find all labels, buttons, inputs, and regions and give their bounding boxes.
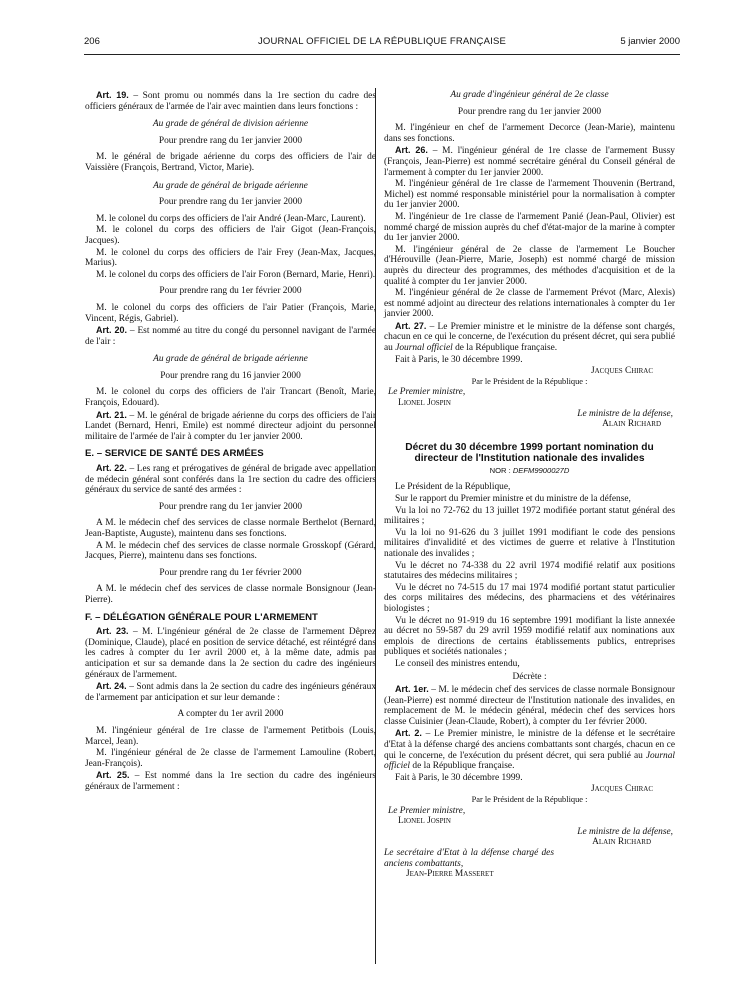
- article-text: de la République française.: [452, 343, 558, 354]
- article-text: – M. le général de brigade aérienne du corps des officiers de l'air Landet (Bernard, Henri, Emile) est nommé directeur adjoint du personnel militaire de l'armée de l'air à compter du 1er janvier 2000.: [85, 410, 376, 442]
- article-label: Art. 25.: [96, 770, 130, 781]
- signature-secretary-name: Jean-Pierre Masseret: [406, 869, 494, 880]
- article-text: de la République française.: [410, 761, 515, 772]
- appointment-paragraph: M. le colonel du corps des officiers de l'air Trancart (Benoît, Marie, François, Edouard).: [85, 387, 376, 409]
- article-label: Art. 26.: [395, 145, 428, 156]
- appointment-paragraph: M. l'ingénieur de 1re classe de l'armement Panié (Jean-Paul, Olivier) est nommé chargé de mission auprès du chef d'état-major de la marine à compter du 1er janvier 2000.: [384, 211, 675, 244]
- appointment-paragraph: M. le colonel du corps des officiers de l'air Patier (François, Marie, Vincent, Régis, Gabriel).: [85, 302, 376, 324]
- signing-place-date: Fait à Paris, le 30 décembre 1999.: [395, 772, 523, 783]
- appointment-paragraph: M. le colonel du corps des officiers de l'air André (Jean-Marc, Laurent).: [96, 213, 366, 224]
- rank-date: Pour prendre rang du 1er janvier 2000: [158, 501, 303, 512]
- decree-nor: [384, 466, 675, 477]
- article-text: – Les rang et prérogatives de général de brigade avec appellation de médecin général sont conférés dans la 1re section du cadre des officiers généraux du service de santé des armées :: [85, 464, 377, 496]
- visa-paragraph: Vu le décret no 91-919 du 16 septembre 1991 modifiant la liste annexée au décret no 59-587 du 29 avril 1959 modifié relatif aux nominations aux emplois de directions de certains établissements publics, entreprises publiques et sociétés nationales ;: [384, 615, 675, 658]
- decrete-heading: Décrète :: [512, 671, 547, 682]
- article-label: Art. 27.: [395, 320, 427, 331]
- article-text: – Est nommé au titre du congé du personnel navigant de l'armée de l'air :: [85, 326, 376, 347]
- article-20: [85, 325, 376, 347]
- visa-paragraph: Le Président de la République,: [395, 482, 511, 493]
- rank-date: Pour prendre rang du 16 janvier 2000: [160, 370, 301, 381]
- article-text: – Sont admis dans la 2e section du cadre des ingénieurs généraux de l'armement par anticipation et sur leur demande :: [85, 682, 377, 703]
- article-text: – Sont promu ou nommés dans la 1re section du cadre des officiers généraux de l'armée de l'air avec maintien dans leurs fonctions :: [85, 91, 376, 112]
- appointment-paragraph: M. le colonel du corps des officiers de l'air Frey (Jean-Max, Jacques, Marius).: [85, 247, 376, 269]
- signature-minister-title: Le ministre de la défense,: [577, 408, 673, 419]
- grade-heading: Au grade de général de brigade aérienne: [153, 180, 308, 191]
- signing-place-date: Fait à Paris, le 30 décembre 1999.: [395, 354, 523, 365]
- article-label: Art. 2.: [395, 728, 422, 739]
- article-1: [384, 684, 675, 727]
- section-heading-f: F. – DÉLÉGATION GÉNÉRALE POUR L'ARMEMENT: [85, 611, 318, 623]
- appointment-paragraph: M. le colonel du corps des officiers de l'air Gigot (Jean-François, Jacques).: [85, 225, 376, 246]
- visa-paragraph: Vu le décret no 74-515 du 17 mai 1974 modifié portant statut particulier des corps militaires des médecins, des pharmaciens et des vétérinaires biologistes ;: [384, 582, 675, 614]
- signature-pm-name: Lionel Jospin: [398, 398, 451, 409]
- journal-title: JOURNAL OFFICIEL DE LA RÉPUBLIQUE FRANÇAISE: [257, 36, 507, 47]
- left-column: [85, 90, 376, 793]
- signature-pm-name: Lionel Jospin: [398, 816, 451, 827]
- article-23: [85, 626, 376, 680]
- grade-heading: Au grade de général de division aérienne: [152, 119, 309, 130]
- signature-minister-title: Le ministre de la défense,: [577, 826, 673, 837]
- header-rule: [84, 54, 680, 55]
- rank-date: Pour prendre rang du 1er janvier 2000: [158, 197, 303, 208]
- visa-paragraph: Le conseil des ministres entendu,: [395, 658, 520, 669]
- article-label: Art. 19.: [96, 90, 129, 100]
- visa-paragraph: Vu la loi no 91-626 du 3 juillet 1991 modifiant le code des pensions militaires d'invalidité et des victimes de guerre et relative à l'Institution nationale des invalides ;: [384, 527, 675, 559]
- grade-heading: Au grade de général de brigade aérienne: [153, 354, 308, 365]
- article-label: Art. 1er.: [395, 684, 429, 695]
- signature-minister-name: Alain Richard: [592, 837, 651, 848]
- article-label: Art. 20.: [96, 325, 128, 336]
- appointment-paragraph: M. l'ingénieur général de 2e classe de l'armement Le Boucher d'Hérouville (Jean-Pierre, Marie, Joseph) est nommé chargé de mission auprès du directeur des programmes, des méthodes d'acquisition et de la qualité à compter du 1er janvier 2000.: [384, 244, 675, 287]
- right-column: [384, 90, 675, 880]
- appointment-paragraph: A M. le médecin chef des services de classe normale Grosskopf (Gérard, Jacques, Pierre), maintenu dans ses fonctions.: [85, 540, 376, 562]
- article-label: Art. 23.: [96, 626, 129, 637]
- visa-paragraph: Vu la loi no 72-762 du 13 juillet 1972 modifiée portant statut général des militaires ;: [384, 505, 675, 527]
- article-27: [384, 321, 675, 354]
- signature-minister-name: Alain Richard: [602, 419, 661, 430]
- grade-heading: Au grade d'ingénieur général de 2e classe: [450, 90, 609, 100]
- decree-title: Décret du 30 décembre 1999 portant nomination du directeur de l'Institution nationale des invalides: [405, 441, 654, 465]
- article-24: [85, 681, 376, 703]
- rank-date: Pour prendre rang du 1er janvier 2000: [158, 135, 303, 146]
- signature-pm-title: Le Premier ministre,: [388, 805, 466, 816]
- nor-code: DEFM9900027D: [512, 465, 570, 475]
- page-number: 206: [84, 36, 100, 47]
- rank-date: Pour prendre rang du 1er février 2000: [159, 567, 302, 578]
- article-19: [85, 90, 376, 112]
- article-text: – Le Premier ministre, le ministre de la défense et le secrétaire d'Etat à la défense chargé des anciens combattants sont chargés, chacun en ce qui le concerne, de l'exécution du présent décret, qui sera publié au: [384, 729, 675, 761]
- article-text: – Est nommé dans la 1re section du cadre des ingénieurs généraux de l'armement :: [85, 771, 376, 792]
- signature-president: Jacques Chirac: [590, 366, 653, 377]
- journal-reference: Journal officiel: [384, 750, 675, 772]
- rank-date: Pour prendre rang du 1er janvier 2000: [457, 106, 602, 117]
- article-text: – M. l'ingénieur général de 1re classe de l'armement Bussy (François, Jean-Pierre) est nommé secrétaire général du Conseil général de l'armement à compter du 1er janvier 2000.: [384, 146, 675, 178]
- appointment-paragraph: M. l'ingénieur en chef de l'armement Decorce (Jean-Marie), maintenu dans ses fonctions.: [384, 123, 675, 144]
- signature-intro: Par le Président de la République :: [471, 795, 588, 805]
- article-text: – M. le médecin chef des services de classe normale Bonsignour (Jean-Pierre) est nommé directeur de l'Institution nationale des invalides, en remplacement de M. le médecin général, médecin chef des services hors classe Cuisinier (Jean-Claude, Robert), à compter du 1er février 2000.: [384, 685, 675, 727]
- article-text: – Le Premier ministre et le ministre de la défense sont chargés, chacun en ce qui le concerne, de l'exécution du présent décret, qui sera publié au: [384, 321, 675, 354]
- appointment-paragraph: M. l'ingénieur général de 1re classe de l'armement Thouvenin (Bertrand, Michel) est nommé responsable ministériel pour la normalisation à compter du 1er janvier 2000.: [384, 179, 675, 211]
- rank-date: Pour prendre rang du 1er février 2000: [159, 286, 302, 297]
- article-text: – M. L'ingénieur général de 2e classe de l'armement Dêprez (Dominique, Claude), placé en position de service détaché, est réintégré dans les cadres à compter du 1er avril 2000 et, à la même date, admis par anticipation et sur sa demande dans la 2e section du cadre des ingénieurs généraux de l'armement.: [85, 627, 376, 680]
- page-header: [84, 36, 680, 50]
- rank-date: A compter du 1er avril 2000: [177, 709, 284, 720]
- article-label: Art. 22.: [96, 463, 127, 474]
- issue-date: 5 janvier 2000: [620, 36, 680, 47]
- nor-label: NOR :: [489, 465, 513, 475]
- article-2: [384, 728, 675, 771]
- article-25: [85, 770, 376, 792]
- visa-paragraph: Sur le rapport du Premier ministre et du ministre de la défense,: [395, 494, 631, 504]
- signature-pm-title: Le Premier ministre,: [388, 387, 466, 398]
- appointment-paragraph: M. l'ingénieur général de 2e classe de l'armement Lamouline (Robert, Jean-François).: [85, 748, 376, 769]
- signature-secretary-title: Le secrétaire d'Etat à la défense chargé des anciens combattants,: [384, 848, 554, 869]
- appointment-paragraph: A M. le médecin chef des services de classe normale Berthelot (Bernard, Jean-Baptiste, Auguste), maintenu dans ses fonctions.: [85, 518, 376, 539]
- signature-intro: Par le Président de la République :: [471, 376, 588, 386]
- section-heading-e: E. – SERVICE DE SANTÉ DES ARMÉES: [85, 448, 264, 460]
- article-26: [384, 145, 675, 178]
- signature-president: Jacques Chirac: [590, 784, 653, 795]
- article-22: [85, 463, 376, 496]
- visa-paragraph: Vu le décret no 74-338 du 22 avril 1974 modifié relatif aux positions statutaires des médecins militaires ;: [384, 560, 675, 582]
- appointment-paragraph: M. le colonel du corps des officiers de l'air Foron (Bernard, Marie, Henri).: [96, 269, 376, 280]
- appointment-paragraph: M. l'ingénieur général de 1re classe de l'armement Petitbois (Louis, Marcel, Jean).: [85, 725, 376, 747]
- appointment-paragraph: M. le général de brigade aérienne du corps des officiers de l'air de Vaissière (François, Bertrand, Victor, Marie).: [85, 152, 376, 173]
- article-label: Art. 21.: [96, 409, 127, 420]
- article-21: [85, 410, 376, 443]
- appointment-paragraph: M. l'ingénieur général de 2e classe de l'armement Prévot (Marc, Alexis) est nommé adjoint au directeur des relations internationales à compter du 1er janvier 2000.: [384, 288, 675, 320]
- appointment-paragraph: A M. le médecin chef des services de classe normale Bonsignour (Jean-Pierre).: [85, 584, 376, 605]
- journal-reference: Journal officiel: [395, 343, 453, 354]
- article-label: Art. 24.: [96, 681, 127, 692]
